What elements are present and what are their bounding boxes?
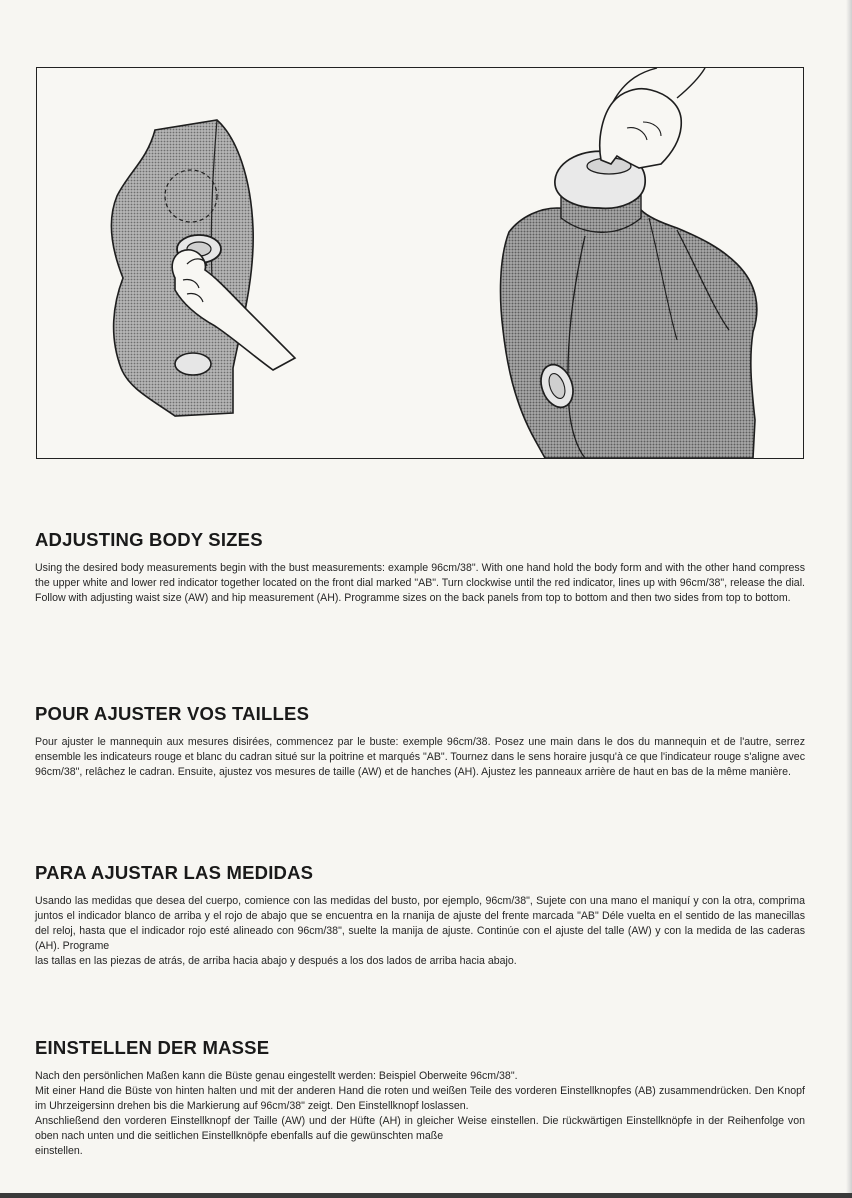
section-heading: ADJUSTING BODY SIZES (35, 529, 263, 550)
section-body: Nach den persönlichen Maßen kann die Büste genau eingestellt werden: Beispiel Oberweite 96cm/38". Mit einer Hand die Büste von hinten halten und mit der anderen Hand die roten und weißen Teile des vorderen Einstellknopfes (AB) zusammendrücken. Den Knopf im Uhrzeigersinn drehen bis die Markierung auf 96cm/38" zeigt. Den Einstellknopf loslassen. Anschließend den vorderen Einstellknopf der Taille (AW) und der Hüfte (AH) in gleicher Weise einstellen. Die rückwärtigen Einstellknöpfe in der Reihenfolge von oben nach unten und die seitlichen Einstellknöpfe ebenfalls auf die gewünschten maße einstellen. (35, 1070, 805, 1157)
section-body: Using the desired body measurements begin with the bust measurements: example 96cm/38". With one hand hold the body form and with the other hand compress the upper white and lower red indicator together located on the front dial marked "AB". Turn clockwise until the red indicator, lines up with 96cm/38", release the dial. Follow with adjusting waist size (AW) and hip measurement (AH). Programme sizes on the back panels from top to bottom and then two sides from top to bottom. (35, 562, 805, 604)
section-body: Pour ajuster le mannequin aux mesures disirées, commencez par le buste: exemple 96cm/38. Posez une main dans le dos du mannequin et de l'autre, serrez ensemble les indicateurs rouge et blanc du cadran situé sur la poitrine et marqués "AB". Tournez dans le sens horaire jusqu'à ce que l'indicateur rouge s'aligne avec 96cm/38", relâchez le cadran. Ensuite, ajustez vos mesures de taille (AW) et de hanches (AH). Ajustez les panneaux arrière de haut en bas de la même manière. (35, 736, 805, 778)
section-french (35, 703, 805, 780)
section-heading: POUR AJUSTER VOS TAILLES (35, 703, 310, 724)
page-edge-bottom (0, 1193, 852, 1198)
section-german (35, 1037, 805, 1159)
dress-form-dial-illustration (111, 120, 295, 416)
section-body: Usando las medidas que desea del cuerpo, comience con las medidas del busto, por ejemplo, 96cm/38", Sujete con una mano el maniquí y con la otra, comprima juntos el indicador blanco de arriba y el rojo de abajo que se encuentra en la rnanija de ajuste del frente marcada "AB" Déle vuelta en el sentido de las manecillas del reloj, hasta que el indicador rojo esté alineado con 96cm/38", suelte la manija de ajuste. Continúe con el ajuste del talle (AW) y con la medida de las caderas (AH). Programe las tallas en las piezas de atrás, de arriba hacia abajo y después a los dos lados de arriba hacia abajo. (35, 895, 805, 967)
section-heading: PARA AJUSTAR LAS MEDIDAS (35, 862, 314, 883)
section-english (35, 529, 805, 606)
section-heading: EINSTELLEN DER MASSE (35, 1037, 270, 1058)
section-spanish (35, 862, 805, 969)
dress-form-neck-illustration (501, 68, 757, 458)
illustration-panel (36, 67, 804, 459)
page-edge-shadow (846, 0, 852, 1198)
